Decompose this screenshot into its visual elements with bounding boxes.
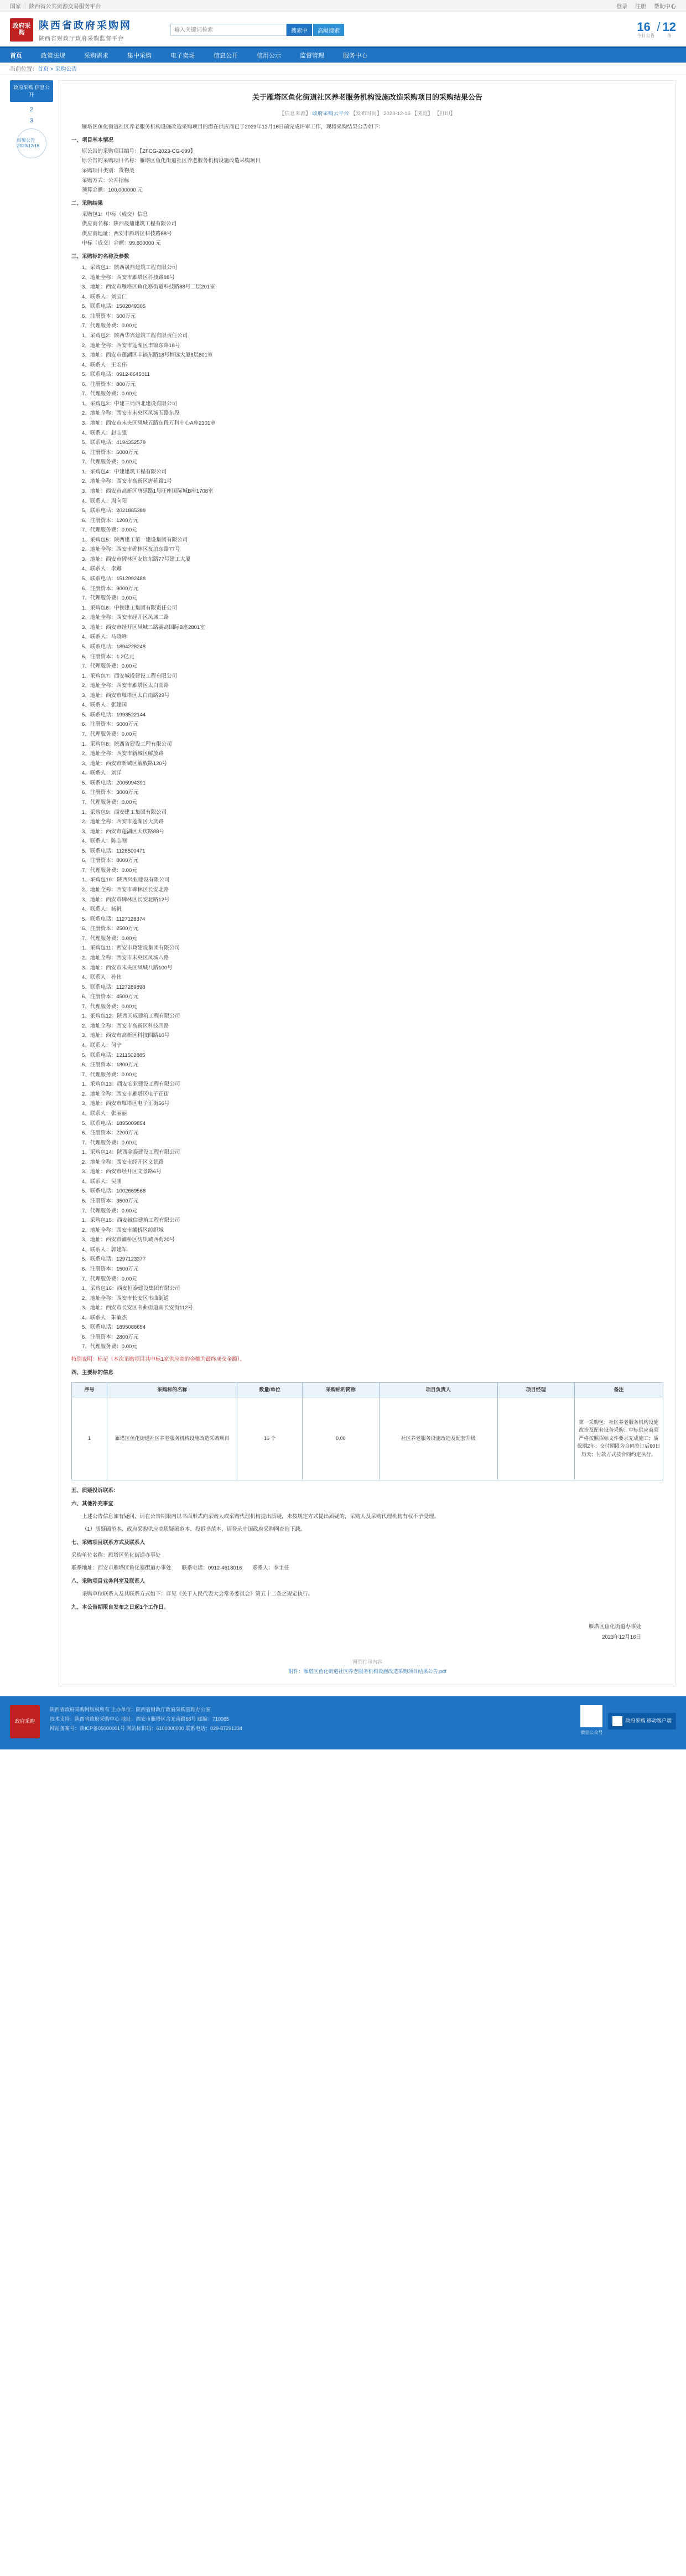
bidder-line: 1、采购包14：陕西金泰建设工程有限公司: [82, 1149, 180, 1156]
bidder-line: 5、联系电话：1895009854: [82, 1120, 146, 1127]
th-manager: 项目经理: [497, 1383, 574, 1397]
bidder-line: 4、联系人：张丽丽: [82, 1110, 127, 1117]
bidder-line: 1、采购包16：西安恒泰建设集团有限公司: [82, 1286, 180, 1292]
app-label: 政府采购 移动客户端: [625, 1718, 672, 1724]
bidder-line: 4、联系人：陈志刚: [82, 838, 127, 845]
bidder-line: 7、代理服务费：0.00元: [82, 1139, 137, 1146]
utility-right: [616, 2, 676, 10]
bidder-line: 2、地址全称：西安市经开区文景路: [82, 1159, 164, 1165]
section-2-line-1: 供应商名称：陕西晟鼎建筑工程有限公司: [82, 221, 177, 228]
cell-spec: 社区养老服务设施改造及配套升级: [379, 1397, 497, 1480]
bidder-line: 3、地址：西安市雁塔区电子正街56号: [82, 1101, 170, 1107]
section-1-line-0: 原公告的采购项目编号：【ZFCG-2023-CG-099】: [82, 148, 196, 154]
site-title: 陕西省政府采购网: [39, 20, 132, 31]
bidder-line: 2、地址全称：西安市经开区凤城二路: [82, 615, 169, 621]
bidder-line: 3、地址：西安市碑林区长安北路12号: [82, 896, 170, 903]
today-count-label: 今日公告: [637, 33, 655, 38]
table-row: [72, 1397, 663, 1480]
breadcrumb: [0, 63, 686, 75]
section-6-line-0: 上述公告信息如有疑问，请在公告期限内以书面形式向采购人或采购代理机构提出质疑，未按规定方式提出质疑的，采购人及采购代理机构有权不予受理。: [82, 1513, 440, 1520]
bidder-line: 4、联系人：张建国: [82, 702, 127, 709]
footer-seal-icon: 政府采购: [10, 1705, 40, 1738]
bidder-line: 1、采购包13：西安宏业建设工程有限公司: [82, 1081, 180, 1088]
bidder-line: 2、地址全称：西安市灞桥区纺织城: [82, 1227, 164, 1233]
today-count: 16: [637, 19, 651, 34]
section-1-line-1: 原公告的采购项目名称：雁塔区鱼化街道社区养老服务机构设施改造采购项目: [82, 158, 261, 164]
sidebar-step-3[interactable]: 3: [29, 117, 34, 125]
bidder-line: 2、地址全称：西安市碑林区长安北路: [82, 887, 169, 894]
utility-bar: [0, 0, 686, 12]
signature-block: [71, 1622, 663, 1643]
bidder-line: 7、代理服务费：0.00元: [82, 867, 137, 874]
month-count: 12: [662, 19, 676, 34]
bidder-line: 6、注册资本：2500万元: [82, 926, 139, 932]
bidder-line: 5、联系电话：1127289898: [82, 984, 145, 990]
bidder-line: 4、联系人：赵志强: [82, 430, 127, 436]
nav-item-policy[interactable]: 政策法规: [41, 53, 65, 59]
nav-item-supervision[interactable]: 监督管理: [300, 53, 324, 59]
section-1-line-2: 采购项目类别：货物类: [82, 168, 135, 174]
bidder-line: 3、地址：西安市长安区韦曲街道南长安街112号: [82, 1305, 193, 1312]
bidder-line: 1、采购包1：陕西晟鼎建筑工程有限公司: [82, 265, 178, 271]
cell-name: 雁塔区鱼化街道社区养老服务机构设施改造采购项目: [107, 1397, 237, 1480]
bidder-line: 2、地址全称：西安市雁塔区太白南路: [82, 683, 169, 689]
utility-divider: |: [24, 3, 26, 9]
bidder-line: 6、注册资本：1500万元: [82, 1266, 139, 1272]
bidder-line: 3、地址：西安市未央区凤城八路100号: [82, 964, 173, 971]
bidder-line: 6、注册资本：8000万元: [82, 858, 139, 864]
bidder-line: 2、地址全称：西安市雁塔区科技路88号: [82, 274, 175, 281]
bidder-line: 1、采购包3：中建三局西北建设有限公司: [82, 400, 178, 407]
bidder-line: 5、联系电话：4194352579: [82, 440, 146, 446]
bidder-line: 5、联系电话：1894228248: [82, 643, 146, 650]
document-meta: [71, 109, 663, 117]
section-8-heading: 八、采购项目业务科室及联系人: [71, 1578, 145, 1584]
bidder-line: 3、地址：西安市莲湖区丰镐东路18号恒远大厦8层801室: [82, 352, 213, 359]
bidder-line: 6、注册资本：2800万元: [82, 1334, 139, 1340]
nav-item-centralized[interactable]: 集中采购: [127, 53, 152, 59]
bidder-line: 3、地址：西安市经开区凤城二路赛高国际B座2801室: [82, 624, 205, 631]
bidder-line: 6、注册资本：6000万元: [82, 721, 139, 728]
utility-left-item-0[interactable]: 国家: [10, 4, 21, 10]
bidder-line: 3、地址：西安市莲湖区大庆路88号: [82, 828, 164, 835]
bidder-line: 7、代理服务费：0.00元: [82, 459, 137, 466]
bidder-line: 6、注册资本：1.2亿元: [82, 653, 134, 660]
bidder-line: 6、注册资本：3500万元: [82, 1198, 139, 1205]
bidder-line: 1、采购包7：西安城投建设工程有限公司: [82, 673, 178, 679]
bidder-line: 4、联系人：杨帆: [82, 906, 122, 913]
login-link[interactable]: 登录: [616, 4, 627, 10]
site-subtitle: 陕西省财政厅政府采购监督平台: [39, 36, 124, 42]
section-2-line-2: 供应商地址：西安市雁塔区科技路88号: [82, 230, 172, 237]
bidder-line: 4、联系人：郭建军: [82, 1246, 127, 1253]
utility-left: [10, 2, 101, 10]
bidder-line: 1、采购包5：陕西建工第一建设集团有限公司: [82, 536, 188, 543]
bidder-line: 4、联系人：王宏伟: [82, 362, 127, 368]
bidder-line: 6、注册资本：1200万元: [82, 517, 139, 524]
section-7-line-0: 采购单位名称：雁塔区鱼化街道办事处: [71, 1552, 161, 1558]
bidder-line: 4、联系人：马晓峰: [82, 634, 127, 641]
bidder-line: 4、联系人：吴刚: [82, 1178, 122, 1185]
th-price: 采购标的简称: [302, 1383, 379, 1397]
search-area: [170, 24, 344, 36]
main-items-table: [71, 1382, 663, 1480]
logo-text: [39, 18, 132, 42]
bidder-line: 1、采购包4：中建建筑工程有限公司: [82, 468, 167, 475]
bidder-line: 6、注册资本：800万元: [82, 381, 136, 388]
sidebar-step-2[interactable]: 2: [29, 106, 34, 113]
cell-qty: 16 个: [237, 1397, 303, 1480]
help-link[interactable]: 帮助中心: [654, 4, 676, 10]
bidder-line: 1、采购包8：陕西省建设工程有限公司: [82, 741, 172, 747]
bidder-line: 3、地址：西安市灞桥区纺织城西街20号: [82, 1237, 175, 1243]
bidder-line: 4、联系人：朱敏杰: [82, 1314, 127, 1321]
bidder-line: 6、注册资本：4500万元: [82, 994, 139, 1000]
section-1-line-3: 采购方式：公开招标: [82, 177, 129, 184]
bidder-line: 1、采购包15：西安诚信建筑工程有限公司: [82, 1217, 180, 1224]
bidder-line: 3、地址：西安市雁塔区鱼化寨街道科技路88号二层201室: [82, 284, 215, 291]
bidder-line: 1、采购包12：陕西天成建筑工程有限公司: [82, 1013, 180, 1020]
bidder-line: 5、联系电话：1128500471: [82, 848, 145, 854]
breadcrumb-label: 当前位置：: [10, 66, 38, 73]
document-content: [59, 80, 676, 1686]
bidder-line: 6、注册资本：500万元: [82, 313, 136, 319]
bidder-line: 5、联系电话：1895088654: [82, 1324, 146, 1331]
footer-line-2: 网站备案号：陕ICP备05000001号 网站标识码：6100000000 联系电话：029-87291234: [50, 1726, 243, 1732]
nav-item-home[interactable]: 首页: [10, 53, 22, 59]
bidder-line: 7、代理服务费：0.00元: [82, 935, 137, 942]
bidder-line: 3、地址：西安市高新区科技四路10号: [82, 1033, 170, 1039]
section-4-heading: 四、主要标的信息: [71, 1370, 114, 1376]
table-header-row: [72, 1383, 663, 1397]
section-2-line-0: 采购包1：中标（成交）信息: [82, 211, 148, 218]
emblem-icon: 政府采购: [10, 18, 33, 42]
bidder-line: 6、注册资本：5000万元: [82, 449, 139, 456]
section-5-heading: 五、质疑投诉联系：: [71, 1487, 119, 1494]
footer-line-1: 技术支持：陕西省政府采购中心 地址：西安市雁塔区含光南路66号 邮编：710065: [50, 1716, 230, 1722]
cell-price: 0.00: [302, 1397, 379, 1480]
section-1-list: [71, 147, 663, 195]
section-6-heading: 六、其他补充事宜: [71, 1500, 114, 1507]
bidder-line: 7、代理服务费：0.00元: [82, 1276, 137, 1282]
bidder-line: 6、注册资本：1800万元: [82, 1062, 139, 1068]
th-name: 采购标的名称: [107, 1383, 237, 1397]
advanced-search-button[interactable]: 高级搜索: [313, 24, 344, 36]
section-8-line-0: 采购单位联系人及其联系方式如下：详见《关于人民代表大会常务委员会》第五十二条之规定执行。: [82, 1591, 314, 1597]
bidder-line: 5、联系电话：1502849305: [82, 303, 146, 310]
section-9-heading: 九、本公告期限自发布之日起1个工作日。: [71, 1604, 169, 1610]
attachment-link[interactable]: 附件：雁塔区鱼化街道社区养老服务机构设施改造采购项目结果公告.pdf: [288, 1669, 446, 1674]
bidder-line: 2、地址全称：西安市碑林区友谊东路77号: [82, 546, 180, 553]
sidebar-result-badge[interactable]: 结果公告 2023/12/16: [17, 128, 46, 158]
bidder-line: 2、地址全称：西安市长安区韦曲街道: [82, 1295, 169, 1302]
section-1-line-4: 预算金额：100.000000 元: [82, 187, 143, 194]
bidder-line: 3、地址：西安市未央区凤城五路东段万科中心A座2101室: [82, 420, 216, 427]
breadcrumb-path[interactable]: 首页 > 采购公告: [38, 66, 77, 73]
register-link[interactable]: 注册: [635, 4, 646, 10]
qr-block: [580, 1705, 602, 1737]
sidebar-item-disclosure[interactable]: 政府采购 信息公开: [10, 80, 53, 102]
bidder-line: 3、地址：西安市新城区解放路120号: [82, 760, 168, 767]
bidder-line: 6、注册资本：9000万元: [82, 585, 139, 592]
bidder-line: 7、代理服务费：0.00元: [82, 323, 137, 329]
section-2-heading: 二、采购结果: [71, 200, 103, 207]
bidder-line: 5、联系电话：1993522144: [82, 711, 146, 718]
bidder-line: 4、联系人：刘洋: [82, 770, 122, 777]
bidder-line: 7、代理服务费：0.00元: [82, 1071, 137, 1078]
nav-item-demand[interactable]: 采购需求: [84, 53, 108, 59]
signature-date: 2023年12月16日: [602, 1634, 641, 1640]
intro-paragraph: 雁塔区鱼化街道社区养老服务机构设施改造采购项目的潜在供应商已于2023年12月16日前完成评审工作，现将采购结果公告如下：: [82, 123, 384, 130]
mobile-app-button[interactable]: [608, 1713, 676, 1730]
bidder-line: 4、联系人：周向阳: [82, 498, 127, 504]
bidder-line: 4、联系人：何宁: [82, 1042, 122, 1049]
footer-line-0: 陕西省政府采购网版权所有 主办单位：陕西省财政厅政府采购管理办公室: [50, 1707, 211, 1712]
bidder-line: 4、联系人：刘宝仁: [82, 293, 127, 300]
nav-item-disclosure[interactable]: 信息公开: [214, 53, 238, 59]
bidder-line: 1、采购包10：陕西兴业建设有限公司: [82, 877, 170, 884]
nav-item-service[interactable]: 服务中心: [343, 53, 367, 59]
page-title: 关于雁塔区鱼化街道社区养老服务机构设施改造采购项目的采购结果公告: [252, 93, 482, 101]
signature-unit: 雁塔区鱼化街道办事处: [588, 1624, 641, 1630]
sidebar: [10, 80, 53, 158]
site-footer: [0, 1696, 686, 1749]
bidder-line: 2、地址全称：西安市莲湖区丰镐东路18号: [82, 342, 180, 349]
bidder-line: 3、地址：西安市碑林区友谊东路77号建工大厦: [82, 556, 191, 562]
bidder-line: 2、地址全称：西安市未央区凤城八路: [82, 954, 169, 961]
bidder-line: 7、代理服务费：0.00元: [82, 527, 137, 534]
bidder-line: 5、联系电话：1297123377: [82, 1256, 146, 1263]
bidder-line: 7、代理服务费：0.00元: [82, 391, 137, 398]
section-1-heading: 一、项目基本情况: [71, 137, 114, 143]
bidder-line: 3、地址：西安市经开区文景路6号: [82, 1169, 162, 1175]
bidder-line: 1、采购包11：西安市政建设集团有限公司: [82, 945, 180, 952]
bidder-line: 4、联系人：李娜: [82, 566, 122, 572]
bidder-line: 3、地址：西安市高新区唐延路1号旺座国际城B座1708室: [82, 488, 214, 494]
meta-time-label: 【发布时间】: [350, 110, 382, 117]
special-note: 特别说明：标记（本次采购项目共中标1家供应商的金额为最终成交金额）。: [71, 1356, 246, 1363]
meta-views[interactable]: 【浏览】: [412, 110, 433, 117]
bidder-line: 7、代理服务费：0.00元: [82, 731, 137, 738]
bidder-line: 3、地址：西安市雁塔区太白南路29号: [82, 692, 170, 699]
section-7-line-1: 联系地址：西安市雁塔区鱼化寨街道办事处 联系电话：0912-4618016 联系人：李主任: [71, 1565, 289, 1571]
cell-no: 1: [72, 1397, 107, 1480]
bidder-line: 1、采购包9：西安建工集团有限公司: [82, 809, 167, 815]
section-6-line-1: （1）质疑函范本、政府采购供应商质疑函范本、投诉书范本，请登录中国政府采购网查询下载。: [82, 1526, 306, 1532]
section-2-list: [71, 210, 663, 249]
cell-remark: 第一采购包：社区养老服务机构设施改造及配套设备采购；中标供应商须严格按照招标文件要求完成施工；质保期2年；交付期限为合同签订后60日历天；付款方式按合同约定执行。: [574, 1397, 663, 1480]
slash-separator: /: [657, 19, 661, 34]
meta-source-link[interactable]: 政府采购云平台: [312, 110, 349, 117]
nav-item-credit[interactable]: 信用公示: [257, 53, 281, 59]
bidder-line: 1、采购包2：陕西华兴建筑工程有限责任公司: [82, 332, 188, 339]
bidder-list: [71, 263, 663, 1352]
bidder-line: 7、代理服务费：0.00元: [82, 1003, 137, 1010]
month-count-label: 条: [667, 33, 672, 38]
site-header: [0, 12, 686, 48]
bidder-line: 5、联系电话：1512992488: [82, 576, 146, 582]
qr-label: 微信公众号: [580, 1730, 603, 1735]
section-2-line-3: 中标（成交）金额：99.600000 元: [82, 240, 161, 247]
bidder-line: 6、注册资本：3000万元: [82, 789, 139, 796]
th-spec: 项目负责人: [379, 1383, 497, 1397]
meta-print[interactable]: 【打印】: [434, 110, 456, 117]
section-3-heading: 三、采购标的名称及参数: [71, 254, 129, 260]
meta-source-label: 【信息来源】: [279, 110, 311, 117]
bidder-line: 5、联系电话：0912-8645011: [82, 371, 150, 378]
bidder-line: 2、地址全称：西安市未央区凤城五路东段: [82, 410, 180, 417]
bidder-line: 5、联系电话：1002669568: [82, 1188, 146, 1195]
app-icon: [612, 1716, 622, 1726]
bidder-line: 5、联系电话：1211502885: [82, 1052, 145, 1059]
bidder-line: 5、联系电话：2005994391: [82, 779, 146, 786]
th-remark: 备注: [574, 1383, 663, 1397]
meta-date: 2023-12-16: [383, 110, 410, 117]
bidder-line: 7、代理服务费：0.00元: [82, 595, 137, 602]
bidder-line: 5、联系电话：2021885388: [82, 508, 146, 514]
nav-item-emarket[interactable]: 电子卖场: [170, 53, 195, 59]
bidder-line: 5、联系电话：1127128374: [82, 916, 145, 922]
bidder-line: 1、采购包6：中铁建工集团有限责任公司: [82, 605, 178, 611]
th-qty: 数量/单位: [237, 1383, 303, 1397]
search-button[interactable]: 搜索中: [287, 24, 312, 36]
utility-left-item-1[interactable]: 陕西省公共资源交易服务平台: [29, 4, 101, 10]
th-no: 序号: [72, 1383, 107, 1397]
body-wrapper: [0, 75, 686, 1686]
print-note: 网页打印内容: [352, 1659, 382, 1665]
bidder-line: 2、地址全称：西安市高新区唐延路1号: [82, 478, 172, 485]
bidder-line: 7、代理服务费：0.00元: [82, 1207, 137, 1214]
footer-text: [50, 1705, 570, 1733]
main-nav: [0, 48, 686, 63]
bidder-line: 6、注册资本：2200万元: [82, 1130, 139, 1137]
bidder-line: 2、地址全称：西安市新城区解放路: [82, 751, 164, 757]
bidder-line: 2、地址全称：西安市莲湖区大庆路: [82, 819, 164, 825]
bidder-line: 7、代理服务费：0.00元: [82, 799, 137, 806]
bidder-line: 4、联系人：孙伟: [82, 974, 122, 981]
qr-code-icon: [580, 1705, 602, 1727]
section-7-heading: 七、采购项目联系方式及联系人: [71, 1539, 145, 1546]
search-input[interactable]: [170, 24, 287, 36]
date-counter: [637, 21, 676, 39]
footer-right: [580, 1705, 676, 1737]
bidder-line: 2、地址全称：西安市高新区科技四路: [82, 1023, 169, 1029]
bidder-line: 2、地址全称：西安市雁塔区电子正街: [82, 1091, 169, 1097]
bidder-line: 7、代理服务费：0.00元: [82, 663, 137, 670]
bidder-line: 7、代理服务费：0.00元: [82, 1344, 137, 1350]
site-logo[interactable]: [10, 18, 132, 42]
cell-manager: [497, 1397, 574, 1480]
